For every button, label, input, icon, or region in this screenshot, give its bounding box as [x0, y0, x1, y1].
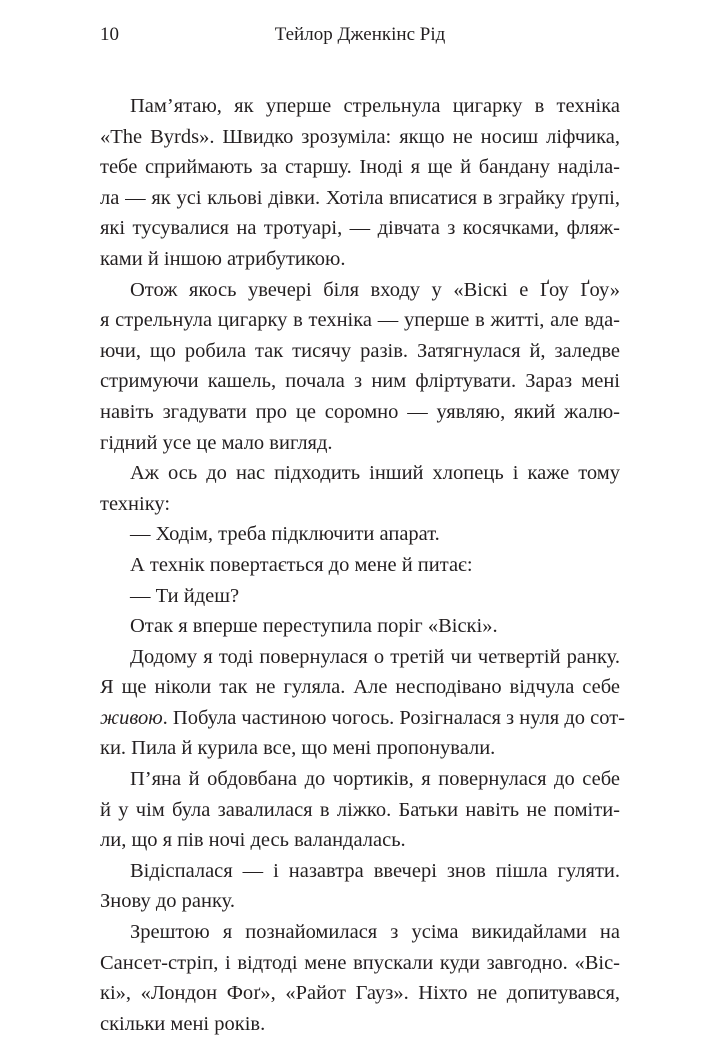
paragraph	[100, 275, 620, 459]
page-number: 10	[100, 24, 119, 45]
body-text	[100, 91, 625, 1039]
paragraph	[100, 581, 620, 612]
text-line: Отож якось увечері біля входу у «Віскі е Ґоу Ґоу»	[130, 278, 620, 301]
paragraph	[100, 856, 620, 917]
text-line: — Ти йдеш?	[130, 584, 240, 607]
paragraph	[100, 91, 620, 275]
text-line: технiку:	[100, 492, 171, 515]
text-line: «The Byrds». Швидко зрозуміла: якщо не носиш ліфчика,	[100, 125, 620, 148]
text-line: А технік повертається до мене й питає:	[130, 553, 473, 576]
text-line: П’яна й обдовбана до чортиків, я повернулася до себе	[130, 768, 620, 791]
text-line: Я ще ніколи так не гуляла. Але несподівано відчула себе	[100, 676, 620, 699]
text-line: ла — як усі кльові дівки. Хотіла вписатися в зграйку ґрупі,	[100, 186, 620, 209]
text-line: Відіспалася — і назавтра ввечері знов пішла гуляти.	[130, 859, 620, 882]
text-line: Пам’ятаю, як уперше стрельнула цигарку в техніка	[130, 95, 620, 117]
text-line: я стрельнула цигарку в техніка — уперше в житті, але вда-	[100, 309, 620, 332]
text-line: Додому я тоді повернулася о третій чи четвертій ранку.	[130, 645, 620, 668]
text-line: ючи, що робила так тисячу разів. Затягнулася й, заледве	[100, 339, 620, 362]
text-line: — Ходім, треба підключити апарат.	[130, 523, 440, 546]
text-line: тебе сприймають за старшу. Іноді я ще й бандану наділа-	[100, 156, 620, 179]
text-line: кі», «Лондон Фоґ», «Райот Гауз». Ніхто не допитувався,	[100, 982, 620, 1005]
text-line: навіть згадувати про це соромно — уявляю, який жалю-	[100, 400, 620, 423]
paragraph	[100, 458, 620, 519]
paragraph	[100, 917, 620, 1039]
text-line: стримуючи кашель, почала з ним фліртувати. Зараз мені	[100, 370, 620, 393]
text-line: й у чім була завалилася в ліжко. Батьки навіть не поміти-	[100, 798, 620, 821]
paragraph	[100, 764, 620, 856]
text-line: які тусувалися на тротуарі, — дівчата з косячками, фляж-	[100, 217, 620, 240]
text-line: ки. Пила й курила все, що мені пропонували.	[100, 737, 496, 760]
paragraph	[100, 519, 620, 550]
text-line: Зрештою я познайомилася з усіма викидайлами на	[130, 921, 620, 944]
running-head	[100, 22, 620, 48]
paragraph	[100, 611, 620, 642]
text-line: ли, що я пів ночі десь валандалась.	[100, 829, 406, 852]
emphasis-word: живою	[100, 706, 163, 729]
text-line: Аж ось до нас підходить інший хлопець і каже тому	[130, 462, 620, 485]
text-line: гідний усе це мало вигляд.	[100, 431, 333, 454]
text-line: Сансет-стріп, і відтоді мене впускали куди завгодно. «Віс-	[100, 951, 620, 974]
text-line: ками й іншою атрибутикою.	[100, 247, 346, 270]
text-line: Знову до ранку.	[100, 890, 235, 913]
paragraph	[100, 642, 625, 764]
text-line: скільки мені років.	[100, 1012, 266, 1035]
text-line-rest: . Побула частиною чогось. Розігналася з нуля до сот-	[162, 706, 625, 729]
text-line: Отак я вперше переступила поріг «Віскі».	[130, 615, 498, 638]
paragraph	[100, 550, 620, 581]
text-line-with-emphasis	[100, 703, 625, 734]
book-title-author: Тейлор Дженкінс Рід	[274, 24, 446, 45]
